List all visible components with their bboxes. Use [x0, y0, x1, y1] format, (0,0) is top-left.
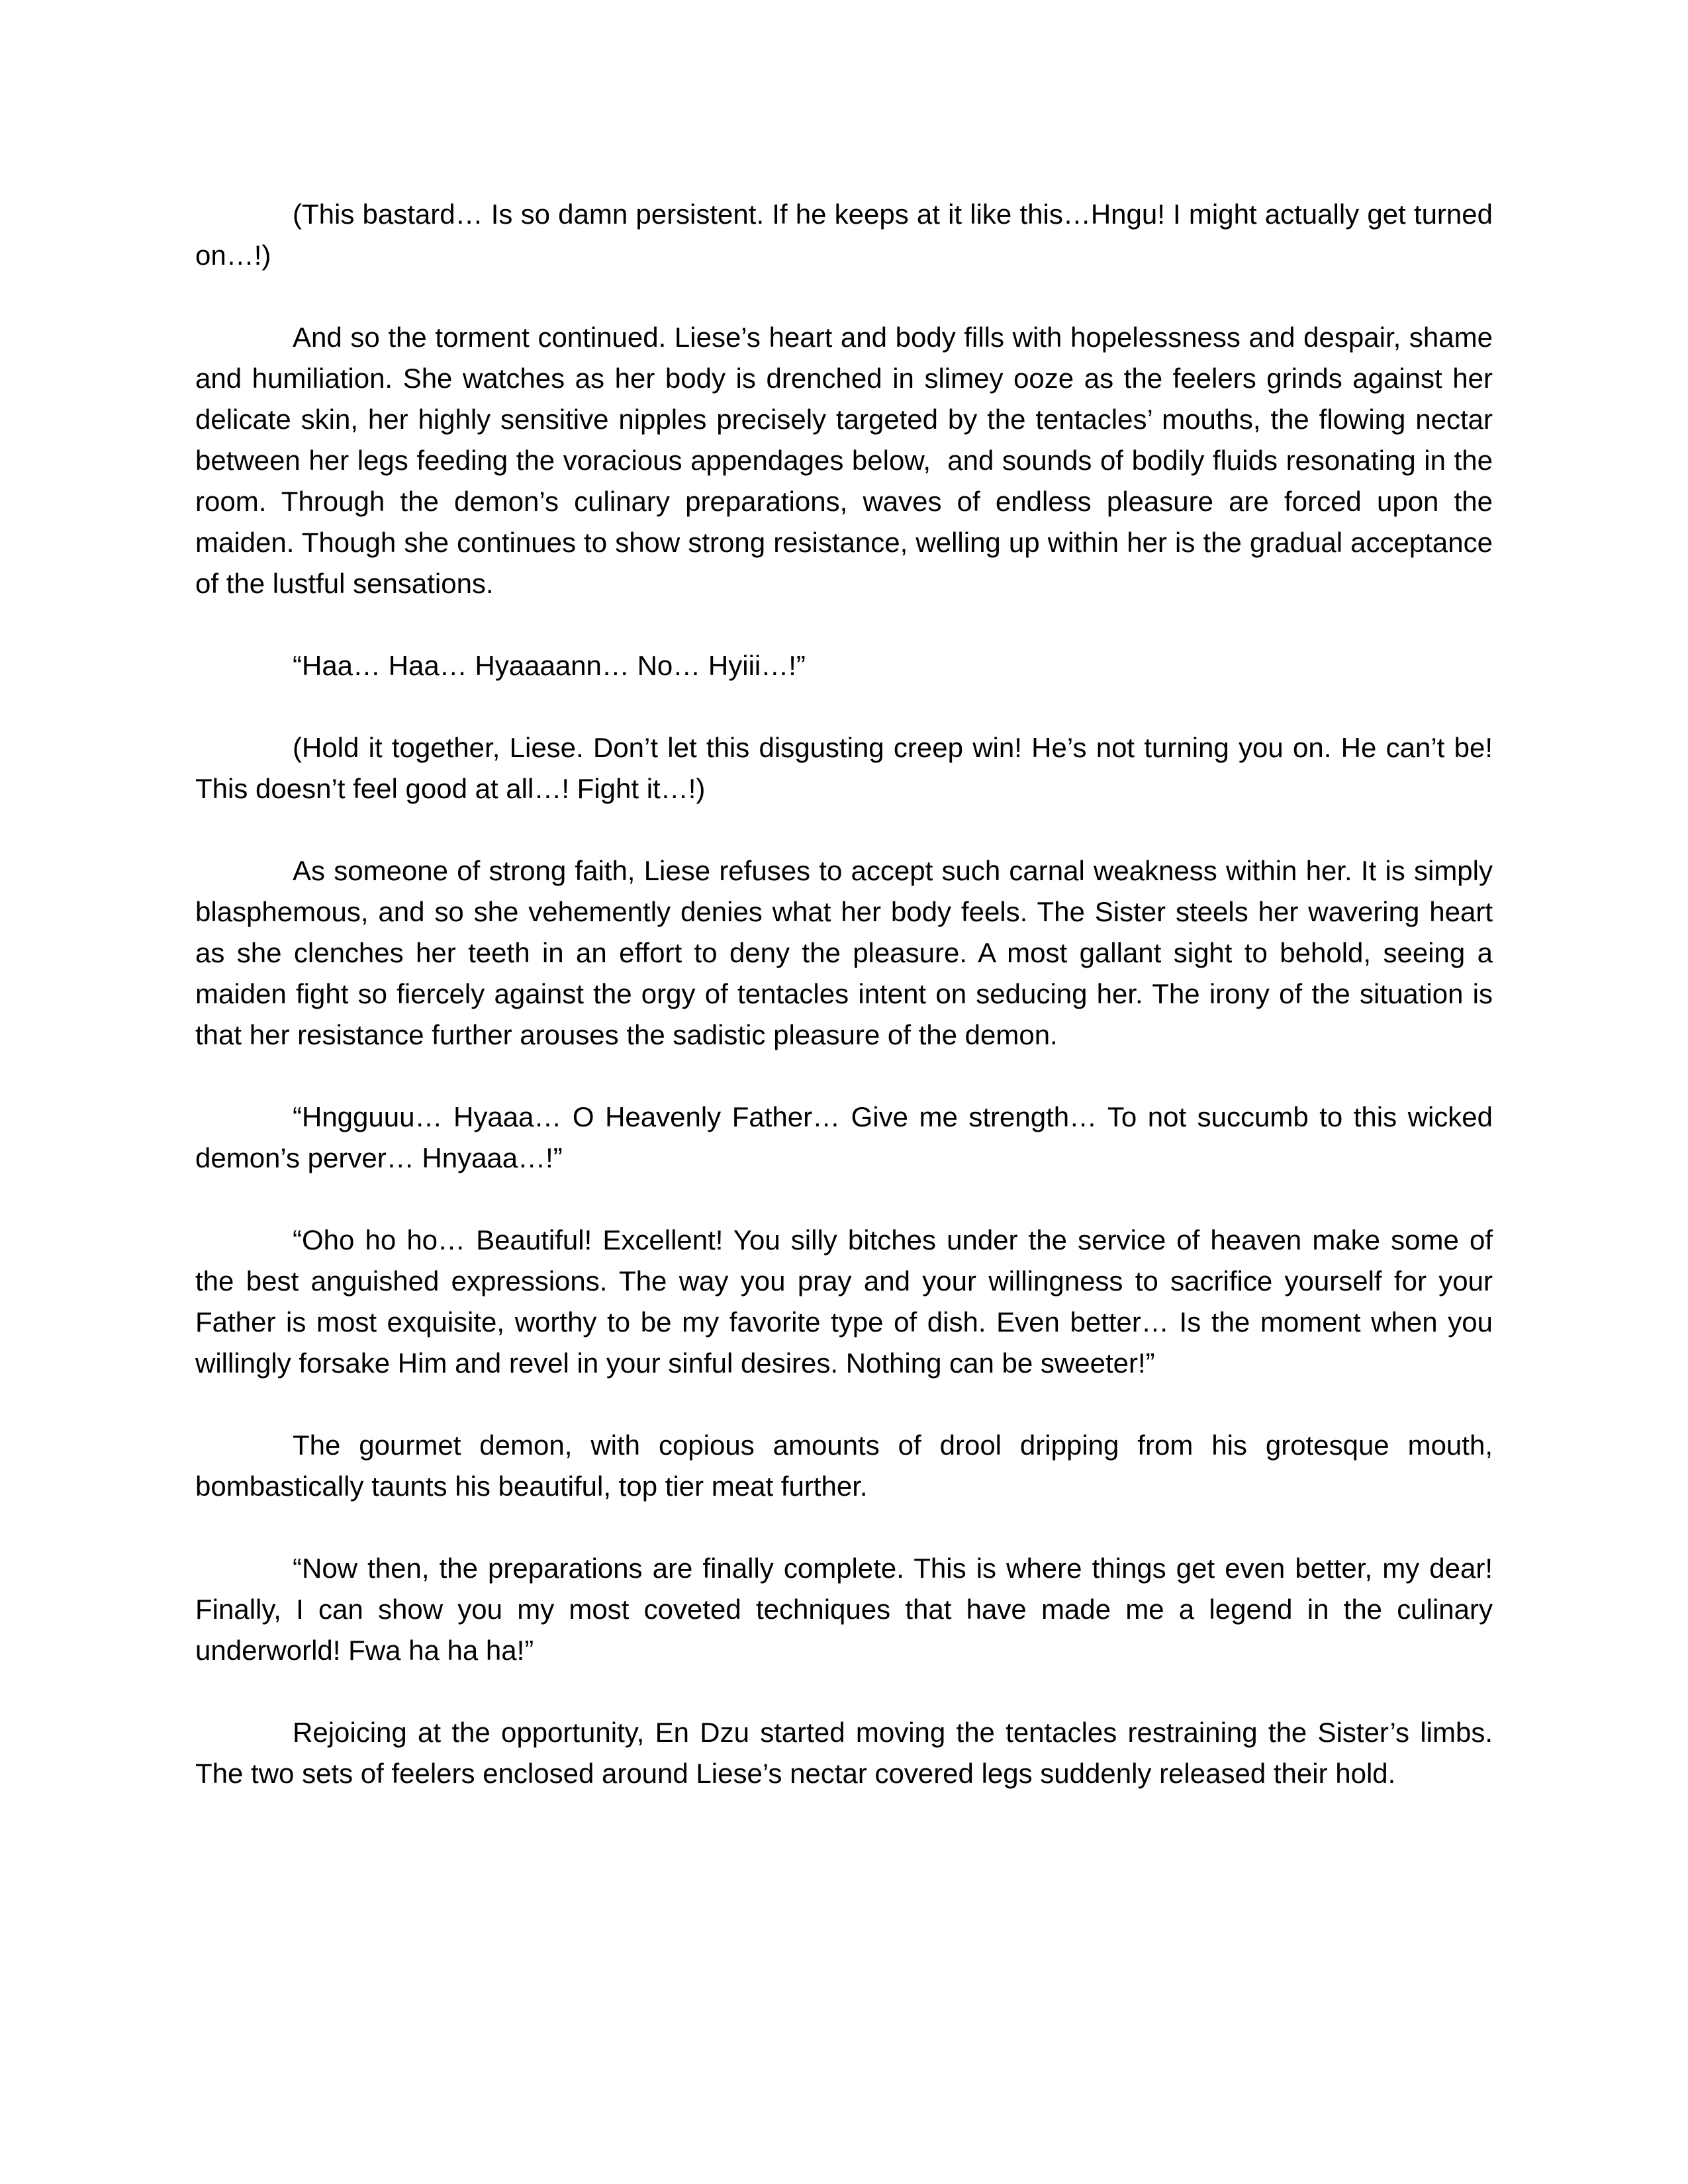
paragraph-8: The gourmet demon, with copious amounts of drool dripping from his grotesque mouth, bombastically taunts his beautiful, top tier meat further.: [195, 1430, 1501, 1502]
paragraph-2: And so the torment continued. Liese’s heart and body fills with hopelessness and despair, shame and humiliation. She watches as her body is drenched in slimey ooze as the feelers grinds against her delicate skin, her highly sensitive nipples precisely targeted by the tentacles’ mouths, the flowing nectar between her legs feeding the voracious appendages below, and sounds of bodily fluids resonating in the room. Through the demon’s culinary preparations, waves of endless pleasure are forced upon the maiden. Though she continues to show strong resistance, welling up within her is the gradual acceptance of the lustful sensations.: [195, 322, 1501, 599]
paragraph-6: “Hngguuu… Hyaaa… O Heavenly Father… Give me strength… To not succumb to this wicked demon’s perver… Hnyaaa…!”: [195, 1101, 1501, 1173]
paragraph-4: (Hold it together, Liese. Don’t let this disgusting creep win! He’s not turning you on. He can’t be! This doesn’t feel good at all…! Fight it…!): [195, 732, 1500, 804]
paragraph-3: “Haa… Haa… Hyaaaann… No… Hyiii…!”: [293, 650, 806, 681]
paragraph-1: (This bastard… Is so damn persistent. If he keeps at it like this…Hngu! I might actually get turned on…!): [195, 199, 1501, 271]
paragraph-7: “Oho ho ho… Beautiful! Excellent! You silly bitches under the service of heaven make some of the best anguished expressions. The way you pray and your willingness to sacrifice yourself for your Father is most exquisite, worthy to be my favorite type of dish. Even better… Is the moment when you willingly forsake Him and revel in your sinful desires. Nothing can be sweeter!”: [195, 1224, 1501, 1379]
paragraph-5: As someone of strong faith, Liese refuses to accept such carnal weakness within her. It is simply blasphemous, and so she vehemently denies what her body feels. The Sister steels her wavering heart as she clenches her teeth in an effort to deny the pleasure. A most gallant sight to behold, seeing a maiden fight so fiercely against the orgy of tentacles intent on seducing her. The irony of the situation is that her resistance further arouses the sadistic pleasure of the demon.: [195, 855, 1501, 1050]
paragraph-10: Rejoicing at the opportunity, En Dzu started moving the tentacles restraining the Sister’s limbs. The two sets of feelers enclosed around Liese’s nectar covered legs suddenly released their hold.: [195, 1717, 1500, 1789]
paragraph-9: “Now then, the preparations are finally complete. This is where things get even better, my dear! Finally, I can show you my most coveted techniques that have made me a legend in the culinary underworld! Fwa ha ha ha!”: [195, 1553, 1501, 1666]
